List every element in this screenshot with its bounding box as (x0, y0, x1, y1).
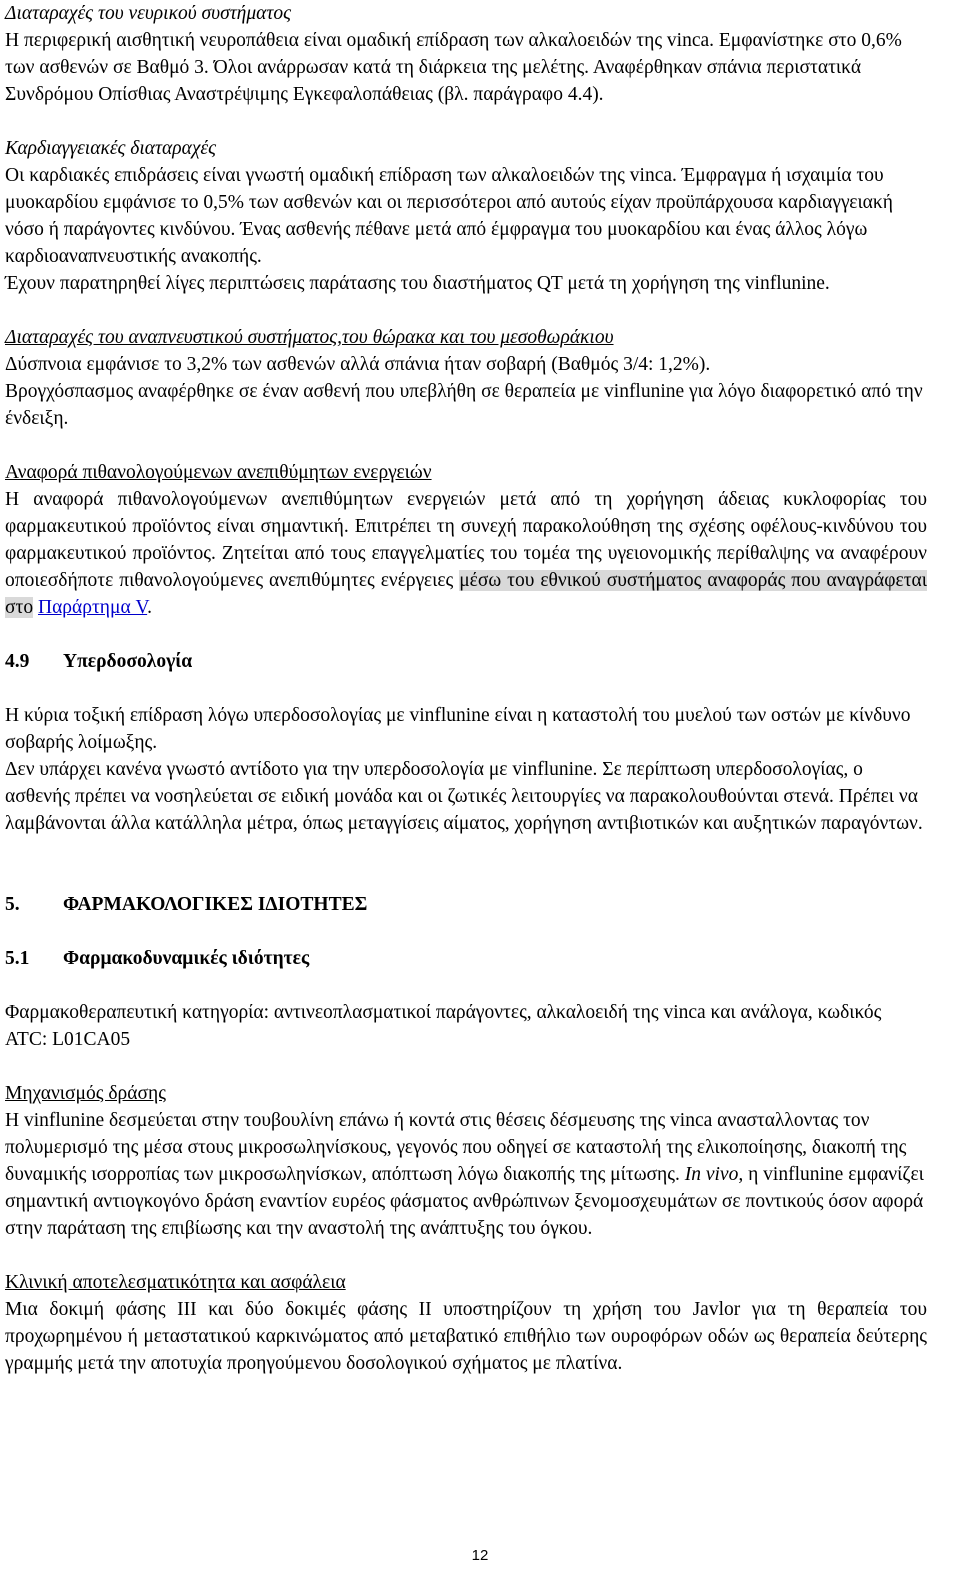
neuro-text: Η περιφερική αισθητική νευροπάθεια είναι ομαδική επίδραση των αλκαλοειδών της vinca. Εμφανίστηκε στο 0,6% των ασθενών σε Βαθμό 3. Όλοι ανάρρωσαν κατά τη διάρκεια της μελέτης. Αναφέρθηκαν σπάνια περιστατικά Συνδρόμου Οπίσθιας Αναστρέψιμης Εγκεφαλοπάθειας (βλ. παράγραφο 4.4). (5, 30, 902, 105)
mechanism-body: Η vinflunine δεσμεύεται στην τουβουλίνη επάνω ή κοντά στις θέσεις δέσμευσης της vinca ανασταλλοντας τον πολυμερισμό της μέσα στους μικροσωληνίσκους, γεγονός που οδηγεί σε καταστολή της ελικοποίησης, διακοπή της δυναμικής ισορροπίας των μικροσωληνίσκων, απόπτωση λόγω διακοπής της μίτωσης. (5, 1110, 907, 1185)
mechanism-body-2: η vinflunine εμφανίζει σημαντική αντιογκογόνο δράση εναντίον ευρέος φάσματος ανθρώπινων ξενομοσχευμάτων σε ποντικούς όσον αφορά στην παράταση της επιβίωσης και την αναστολή της ανάπτυξης του όγκου. (5, 1164, 924, 1239)
resp-text-bronchospasm: Βρογχόσπασμος αναφέρθηκε σε έναν ασθενή που υπεβλήθη σε θεραπεία με vinflunine για λόγο διαφορετικό από την ένδειξη. (5, 381, 923, 429)
resp-text: Δύσπνοια εμφάνισε το 3,2% των ασθενών αλλά σπάνια ήταν σοβαρή (Βαθμός 3/4: 1,2%). (5, 354, 711, 375)
in-vivo-italic: In vivo, (684, 1164, 744, 1185)
section-number: 4.9 (5, 651, 30, 672)
overdose-text-2: Δεν υπάρχει κανένα γνωστό αντίδοτο για την υπερδοσολογία με vinflunine. Σε περίπτωση υπερδοσολογίας, ο ασθενής πρέπει να νοσηλεύεται σε ειδική μονάδα και οι ζωτικές λειτουργίες να παρακολουθούνται στενά. Πρέπει να λαμβάνονται άλλα κατάλληλα μέτρα, όπως μεταγγίσεις αίματος, χορήγηση αντιβιοτικών και αυξητικών παραγόντων. (5, 759, 923, 834)
mechanism-text (5, 1107, 927, 1242)
section-title: Υπερδοσολογία (63, 651, 193, 672)
cardio-text-qt: Έχουν παρατηρηθεί λίγες περιπτώσεις παράτασης του διαστήματος QT μετά τη χορήγηση της vinflunine. (5, 273, 830, 294)
section-number: 5. (5, 894, 20, 915)
section-number: 5.1 (5, 948, 30, 969)
section-title: ΦΑΡΜΑΚΟΛΟΓΙΚΕΣ ΙΔΙΟΤΗΤΕΣ (63, 894, 368, 915)
appendix-v-link[interactable]: Παράρτημα V (37, 597, 148, 618)
document-content (5, 0, 927, 1377)
overdose-text: Η κύρια τοξική επίδραση λόγω υπερδοσολογίας με vinflunine είναι η καταστολή του μυελού των οστών με κίνδυνο σοβαρής λοίμωξης. (5, 705, 911, 753)
report-body: Η αναφορά πιθανολογούμενων ανεπιθύμητων ενεργειών μετά από τη χορήγηση άδειας κυκλοφορίας του φαρμακευτικού προϊόντος είναι σημαντική. Επιτρέπει τη συνεχή παρακολούθηση της σχέσης οφέλους-κινδύνου του φαρμακευτικού προϊόντος. Ζητείται από τους επαγγελματίες του τομέα της υγειονομικής περίθαλψης να αναφέρουν οποιεσδήποτε πιθανολογούμενες ανεπιθύμητες ενέργειες (5, 489, 927, 591)
report-text (5, 486, 927, 621)
section-5-heading (5, 891, 927, 918)
page-number: 12 (471, 1547, 489, 1564)
pharmacotherapeutic-group: Φαρμακοθεραπευτική κατηγορία: αντινεοπλασματικοί παράγοντες, αλκαλοειδή της vinca και ανάλογα, κωδικός ATC: L01CA05 (5, 1002, 882, 1050)
mechanism-heading: Μηχανισμός δράσης (5, 1083, 166, 1104)
neuro-heading: Διαταραχές του νευρικού συστήματος (5, 3, 292, 24)
report-end: . (147, 597, 152, 618)
resp-heading: Διαταραχές του αναπνευστικού συστήματος,του θώρακα και του μεσοθωράκιου (5, 327, 614, 348)
cardio-text: Οι καρδιακές επιδράσεις είναι γνωστή ομαδική επίδραση των αλκαλοειδών της vinca. Έμφραγμα ή ισχαιμία του μυοκαρδίου εμφάνισε το 0,5% των ασθενών και οι περισσότεροι από αυτούς είχαν προϋπάρχουσα καρδιαγγειακή νόσο ή παράγοντες κινδύνου. Ένας ασθενής πέθανε μετά από έμφραγμα του μυοκαρδίου και ένας άλλος λόγω καρδιοαναπνευστικής ανακοπής. (5, 165, 893, 267)
cardio-heading: Καρδιαγγειακές διαταραχές (5, 138, 216, 159)
efficacy-heading: Κλινική αποτελεσματικότητα και ασφάλεια (5, 1272, 346, 1293)
section-5-1-heading (5, 945, 927, 972)
section-title: Φαρμακοδυναμικές ιδιότητες (63, 948, 310, 969)
report-highlight: μέσω του εθνικού συστήματος αναφοράς που αναγράφεται στο (5, 570, 928, 618)
efficacy-text: Μια δοκιμή φάσης ΙΙΙ και δύο δοκιμές φάσης ΙΙ υποστηρίζουν τη χρήση του Javlor για τη θεραπεία του προχωρημένου ή μεταστατικού καρκινώματος από μεταβατικό επιθήλιο των ουροφόρων οδών ως θεραπεία δεύτερης γραμμής μετά την αποτυχία προηγούμενου δοσολογικού σχήματος με πλατίνα. (5, 1299, 927, 1374)
report-heading: Αναφορά πιθανολογούμενων ανεπιθύμητων ενεργειών (5, 462, 432, 483)
overdose-heading (5, 648, 927, 675)
